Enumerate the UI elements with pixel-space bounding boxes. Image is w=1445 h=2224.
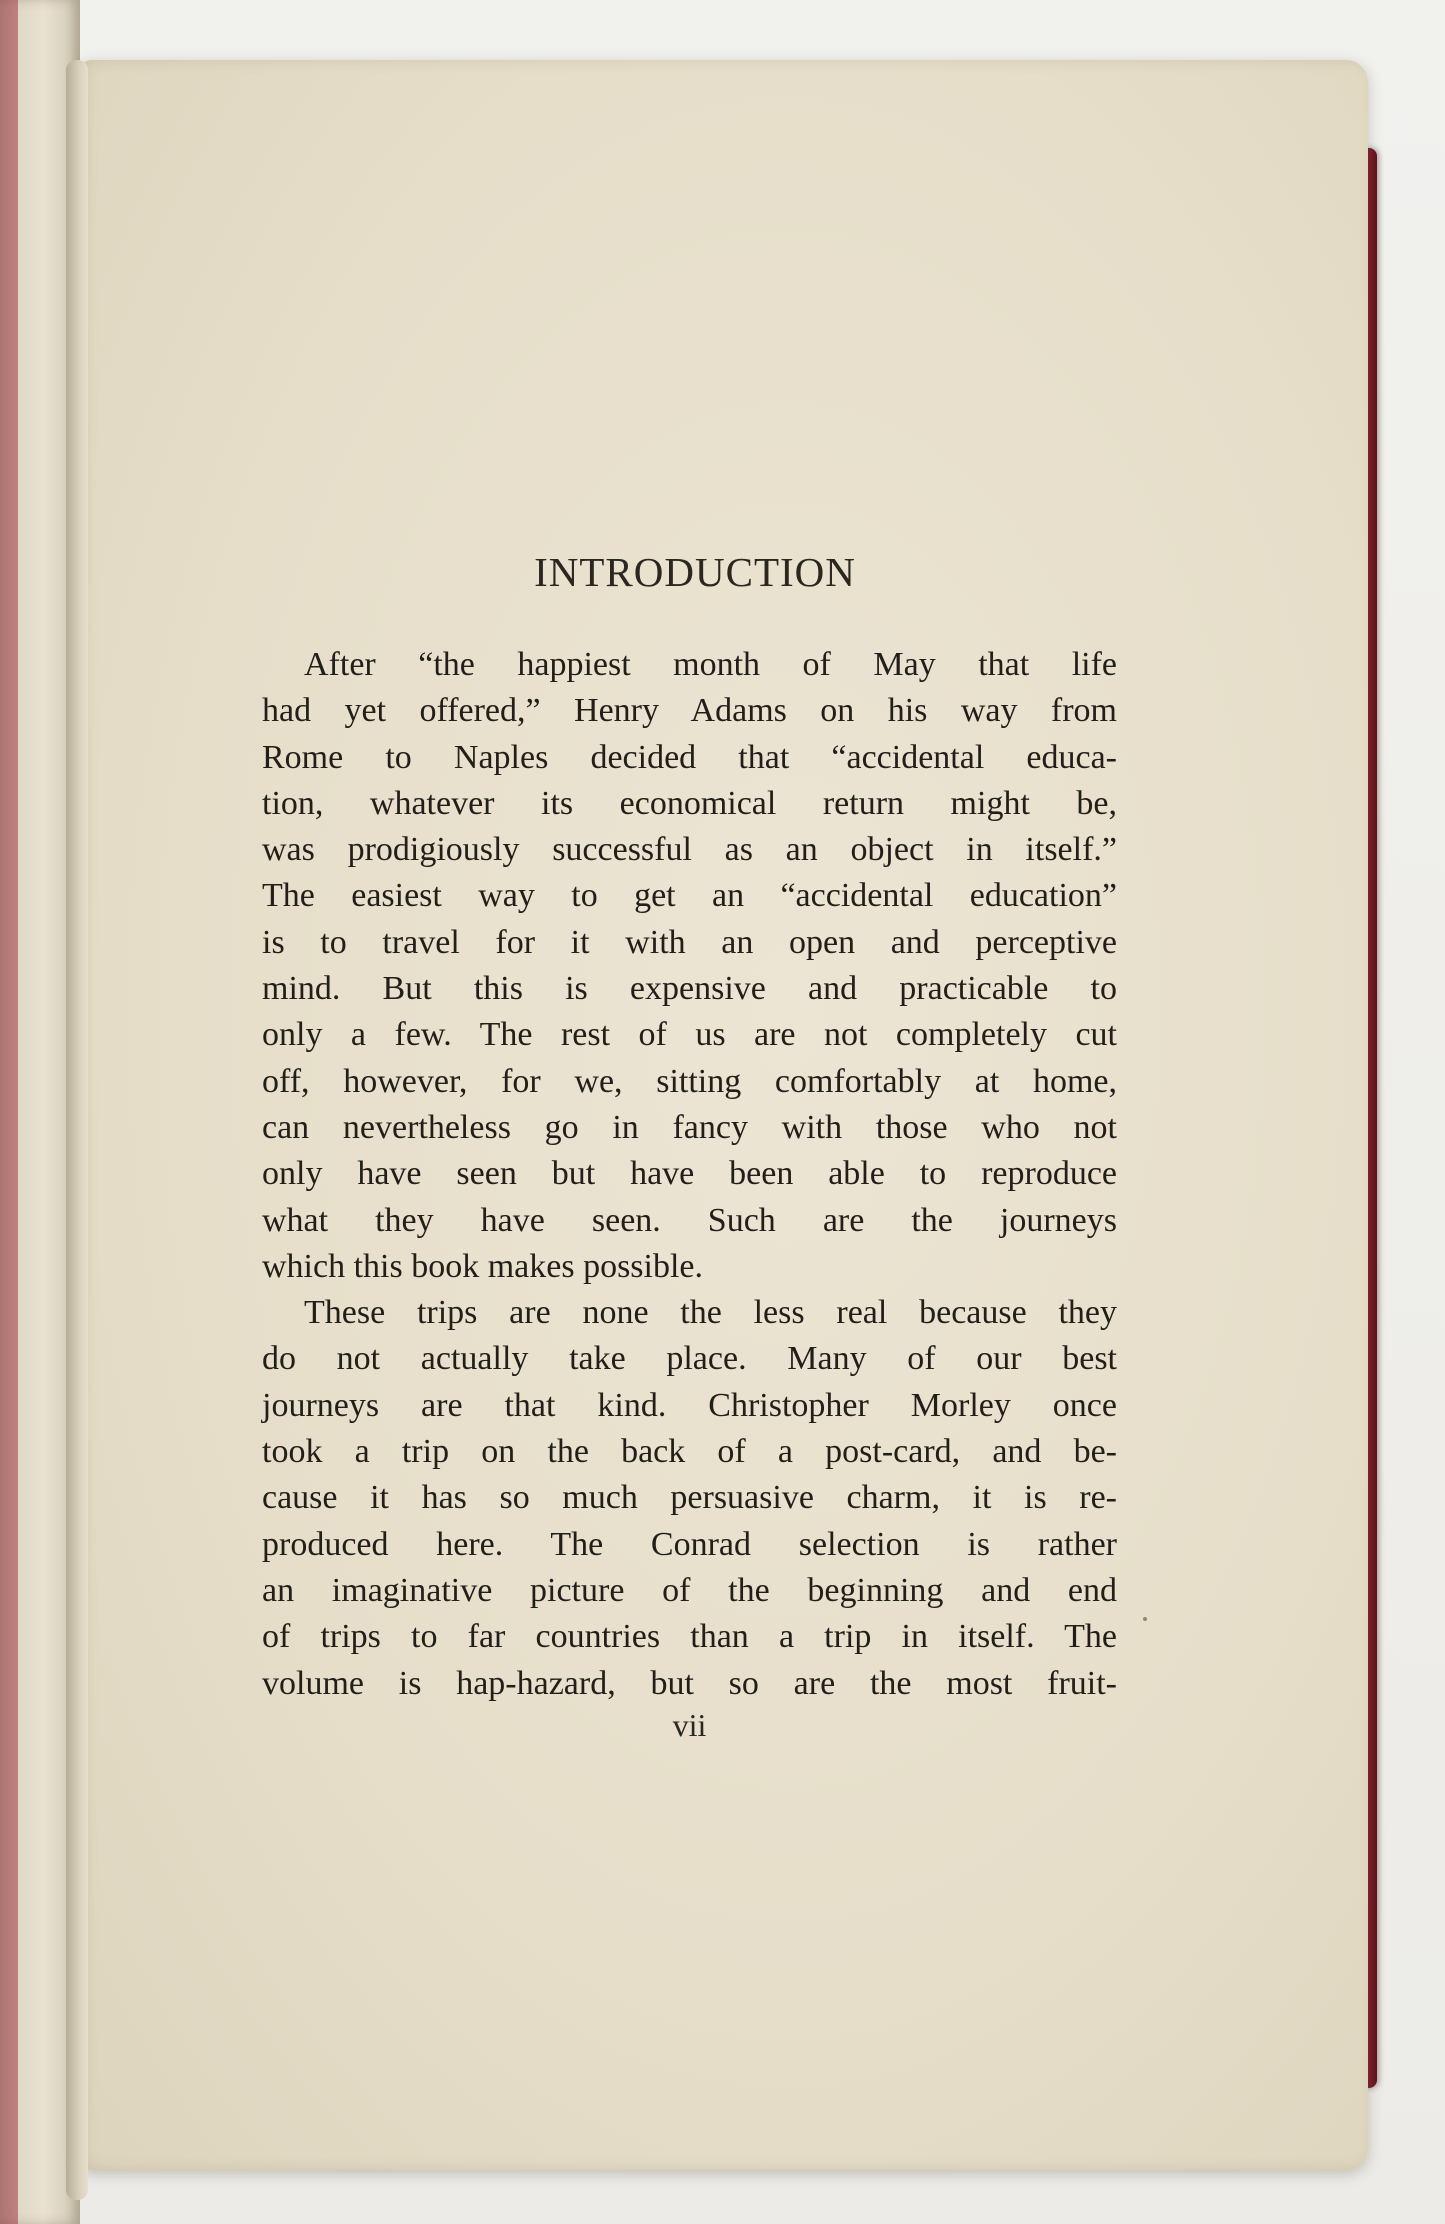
paragraph-1 xyxy=(262,642,1117,1290)
text-line: only a few. The rest of us are not completely cut xyxy=(262,1016,1117,1054)
text-line: had yet offered,” Henry Adams on his way from xyxy=(262,692,1117,730)
text-line: tion, whatever its economical return might be, xyxy=(262,784,1117,822)
paper-speck xyxy=(1143,1617,1147,1621)
text-line: an imaginative picture of the beginning and end xyxy=(262,1571,1117,1609)
text-line: of trips to far countries than a trip in itself. The xyxy=(262,1618,1117,1656)
text-line: off, however, for we, sitting comfortably at home, xyxy=(262,1062,1117,1100)
text-line: Rome to Naples decided that “accidental educa- xyxy=(262,738,1117,776)
text-line: what they have seen. Such are the journeys xyxy=(262,1201,1117,1239)
chapter-heading: INTRODUCTION xyxy=(534,549,856,595)
text-line: volume is hap-hazard, but so are the most fruit- xyxy=(262,1664,1117,1702)
text-line: The easiest way to get an “accidental education” xyxy=(262,877,1117,915)
text-line: is to travel for it with an open and perceptive xyxy=(262,923,1117,961)
text-line: which this book makes possible. xyxy=(262,1247,704,1285)
text-line: These trips are none the less real because they xyxy=(304,1294,1117,1332)
text-line: only have seen but have been able to reproduce xyxy=(262,1155,1117,1193)
introduction-text xyxy=(262,642,1117,1707)
cover-edge-left xyxy=(0,0,18,2224)
text-line: mind. But this is expensive and practicable to xyxy=(262,970,1117,1008)
paragraph-2 xyxy=(262,1290,1117,1707)
text-line: do not actually take place. Many of our best xyxy=(262,1340,1117,1378)
text-line: was prodigiously successful as an object in itself.” xyxy=(262,831,1117,869)
text-line: produced here. The Conrad selection is rather xyxy=(262,1525,1117,1563)
text-line: cause it has so much persuasive charm, it is re- xyxy=(262,1479,1117,1517)
text-line: After “the happiest month of May that life xyxy=(304,646,1117,683)
text-line: can nevertheless go in fancy with those who not xyxy=(262,1108,1117,1146)
text-line: took a trip on the back of a post-card, and be- xyxy=(262,1433,1117,1471)
page-gutter xyxy=(66,60,88,2200)
text-line: journeys are that kind. Christopher Morley once xyxy=(262,1386,1117,1424)
page-number: vii xyxy=(672,1707,707,1743)
